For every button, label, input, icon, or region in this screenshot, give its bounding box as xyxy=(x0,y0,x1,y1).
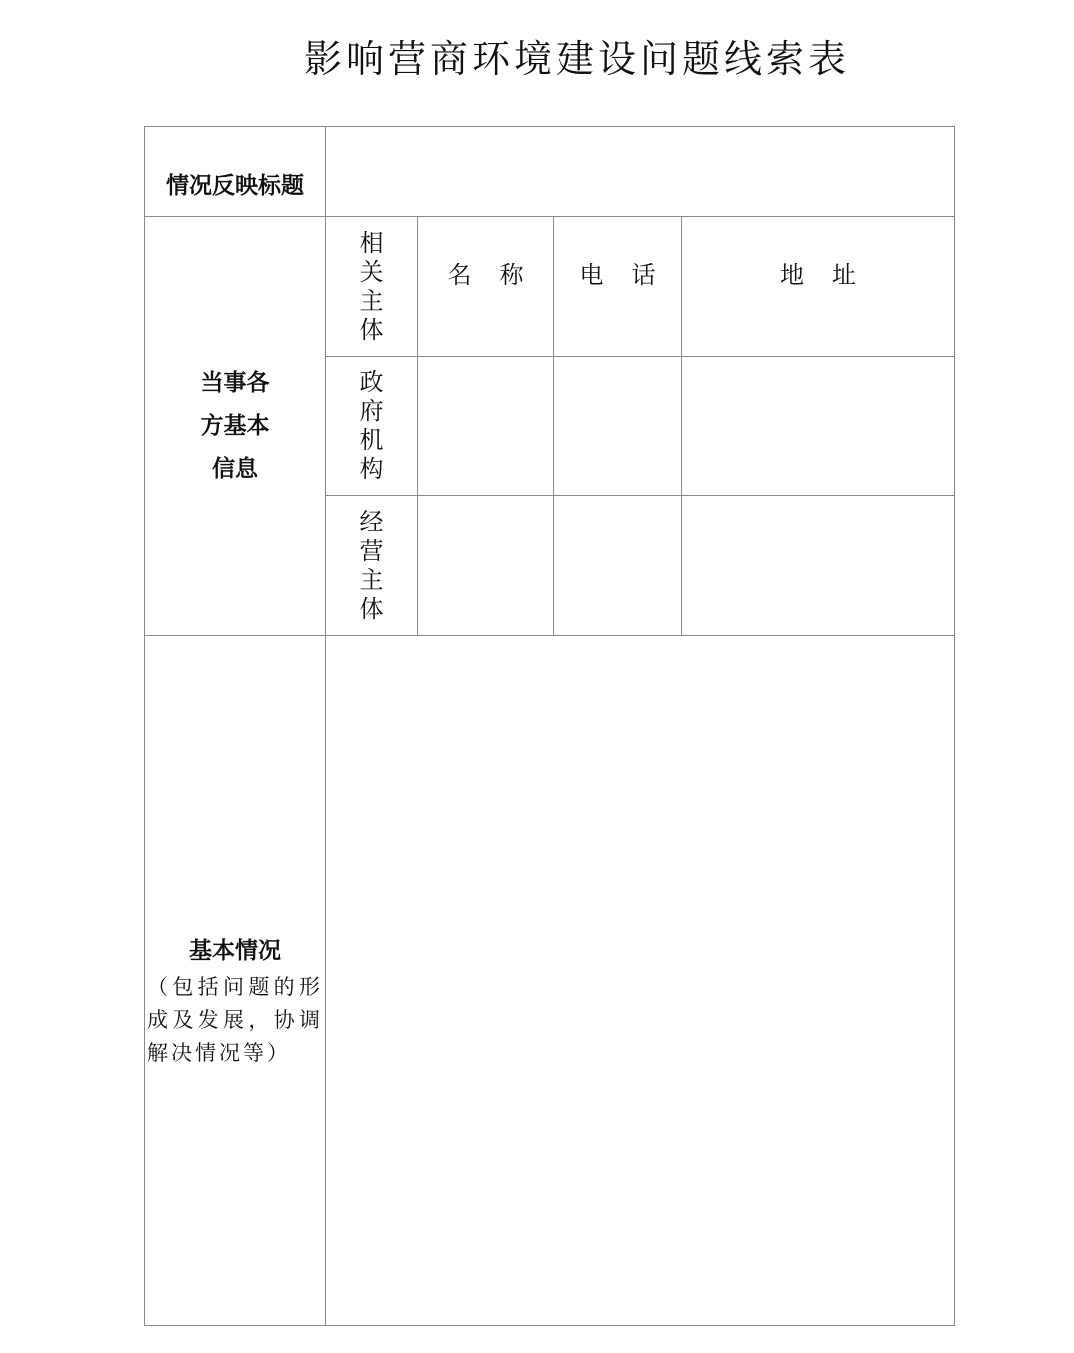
business-phone-cell[interactable] xyxy=(554,496,682,636)
parties-label-line: 方基本 xyxy=(200,412,270,439)
basic-situation-note: （包括问题的形成及发展，协调解决情况等） xyxy=(147,974,323,1065)
row-relevant-subjects xyxy=(145,217,955,357)
basic-situation-label-cell xyxy=(145,636,326,1326)
label-char: 主 xyxy=(359,286,384,315)
name-header-text: 名称 xyxy=(447,261,552,289)
report-title-label-cell xyxy=(145,127,326,217)
address-header-text: 地址 xyxy=(780,261,884,289)
government-name-cell[interactable] xyxy=(418,357,554,496)
label-char: 经 xyxy=(359,507,384,536)
document-title: 影响营商环境建设问题线索表 xyxy=(303,37,850,81)
phone-header-text: 电话 xyxy=(579,261,684,289)
label-char: 营 xyxy=(359,536,384,565)
government-phone-cell[interactable] xyxy=(554,357,682,496)
label-char: 机 xyxy=(359,426,384,454)
label-char: 相 xyxy=(359,228,384,257)
row-report-title xyxy=(145,127,955,217)
report-title-label: 情况反映标题 xyxy=(166,173,304,199)
government-address-cell[interactable] xyxy=(682,357,955,496)
government-label xyxy=(326,357,418,496)
phone-header xyxy=(554,217,682,357)
relevant-subject-label xyxy=(326,217,418,357)
label-char: 体 xyxy=(359,594,384,623)
report-title-input-cell[interactable] xyxy=(326,127,955,217)
label-char: 政 xyxy=(359,368,384,396)
label-char: 府 xyxy=(359,397,384,425)
business-address-cell[interactable] xyxy=(682,496,955,636)
business-name-cell[interactable] xyxy=(418,496,554,636)
label-char: 主 xyxy=(359,565,384,594)
name-header xyxy=(418,217,554,357)
basic-situation-input-cell[interactable] xyxy=(326,636,955,1326)
address-header xyxy=(682,217,955,357)
parties-label-line: 当事各 xyxy=(200,369,270,396)
parties-label-line: 信息 xyxy=(212,455,258,482)
clue-form-table xyxy=(144,126,955,1326)
label-char: 构 xyxy=(359,455,384,483)
parties-info-label-cell xyxy=(145,217,326,636)
label-char: 关 xyxy=(359,257,384,286)
basic-situation-label: 基本情况 xyxy=(189,937,281,964)
label-char: 体 xyxy=(359,315,384,344)
business-subject-label xyxy=(326,496,418,636)
row-basic-situation xyxy=(145,636,955,1326)
